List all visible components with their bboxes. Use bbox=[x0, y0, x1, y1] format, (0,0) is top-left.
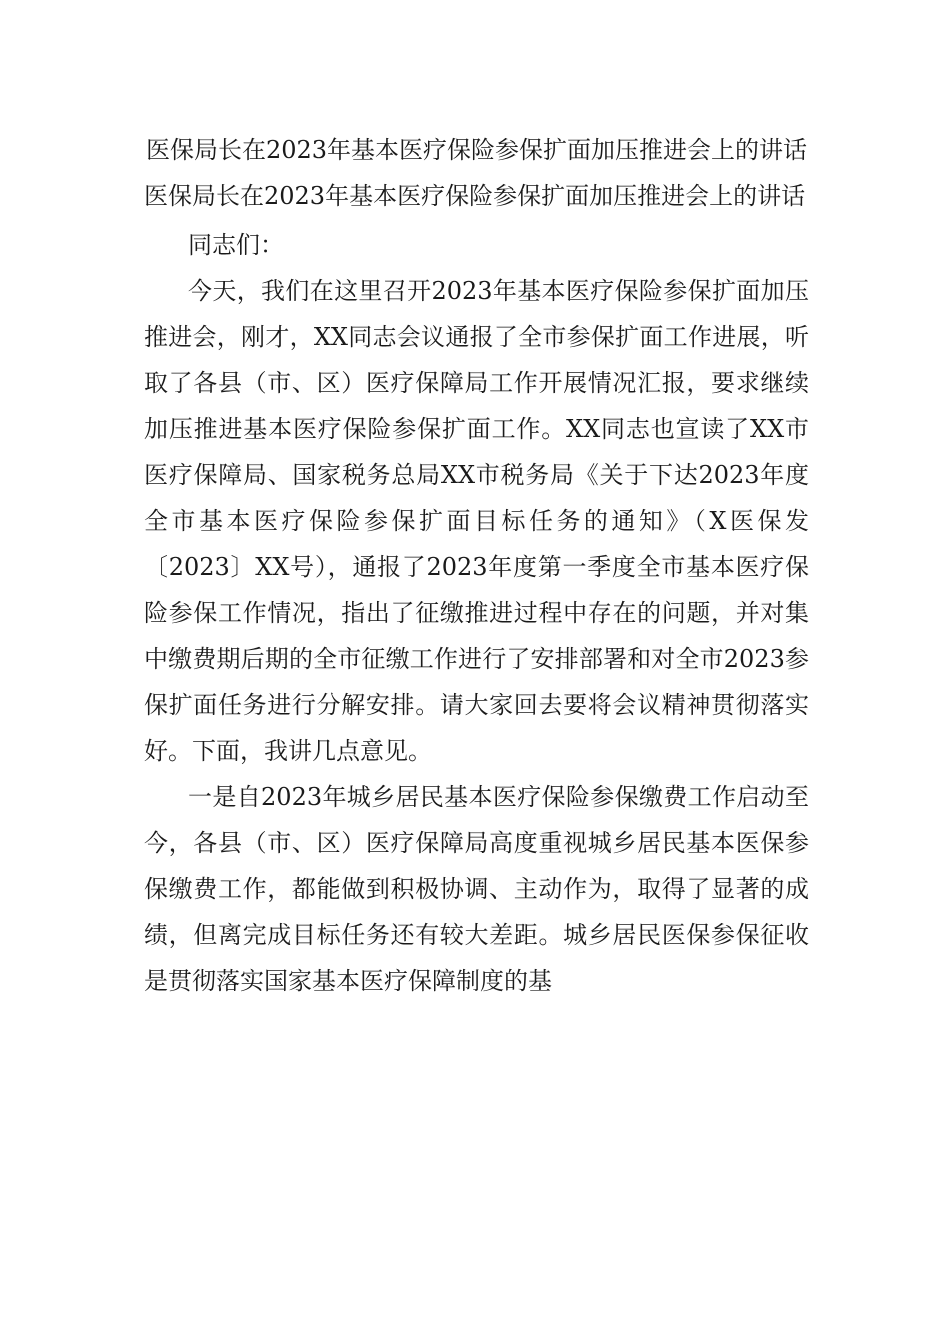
document-title: 医保局长在2023年基本医疗保险参保扩面加压推进会上的讲话 bbox=[145, 136, 808, 164]
document-body bbox=[144, 268, 809, 1004]
salutation: 同志们： bbox=[188, 231, 284, 259]
document-subtitle: 医保局长在2023年基本医疗保险参保扩面加压推进会上的讲话 bbox=[144, 182, 806, 210]
document-content bbox=[144, 127, 809, 1004]
paragraph: 一是自2023年城乡居民基本医疗保险参保缴费工作启动至今，各县（市、区）医疗保障局高度重视城乡居民基本医保参保缴费工作，都能做到积极协调、主动作为，取得了显著的成绩，但离完成目标任务还有较大差距。城乡居民医保参保征收是贯彻落实国家基本医疗保障制度的基 bbox=[144, 783, 809, 995]
paragraph: 今天，我们在这里召开2023年基本医疗保险参保扩面加压推进会，刚才，XX同志会议通报了全市参保扩面工作进展，听取了各县（市、区）医疗保障局工作开展情况汇报，要求继续加压推进基本医疗保险参保扩面工作。XX同志也宣读了XX市医疗保障局、国家税务总局XX市税务局《关于下达2023年度全市基本医疗保险参保扩面目标任务的通知》（X医保发〔2023〕XX号），通报了2023年度第一季度全市基本医疗保险参保工作情况，指出了征缴推进过程中存在的问题，并对集中缴费期后期的全市征缴工作进行了安排部署和对全市2023参保扩面任务进行分解安排。请大家回去要将会议精神贯彻落实好。下面，我讲几点意见。 bbox=[144, 277, 809, 765]
